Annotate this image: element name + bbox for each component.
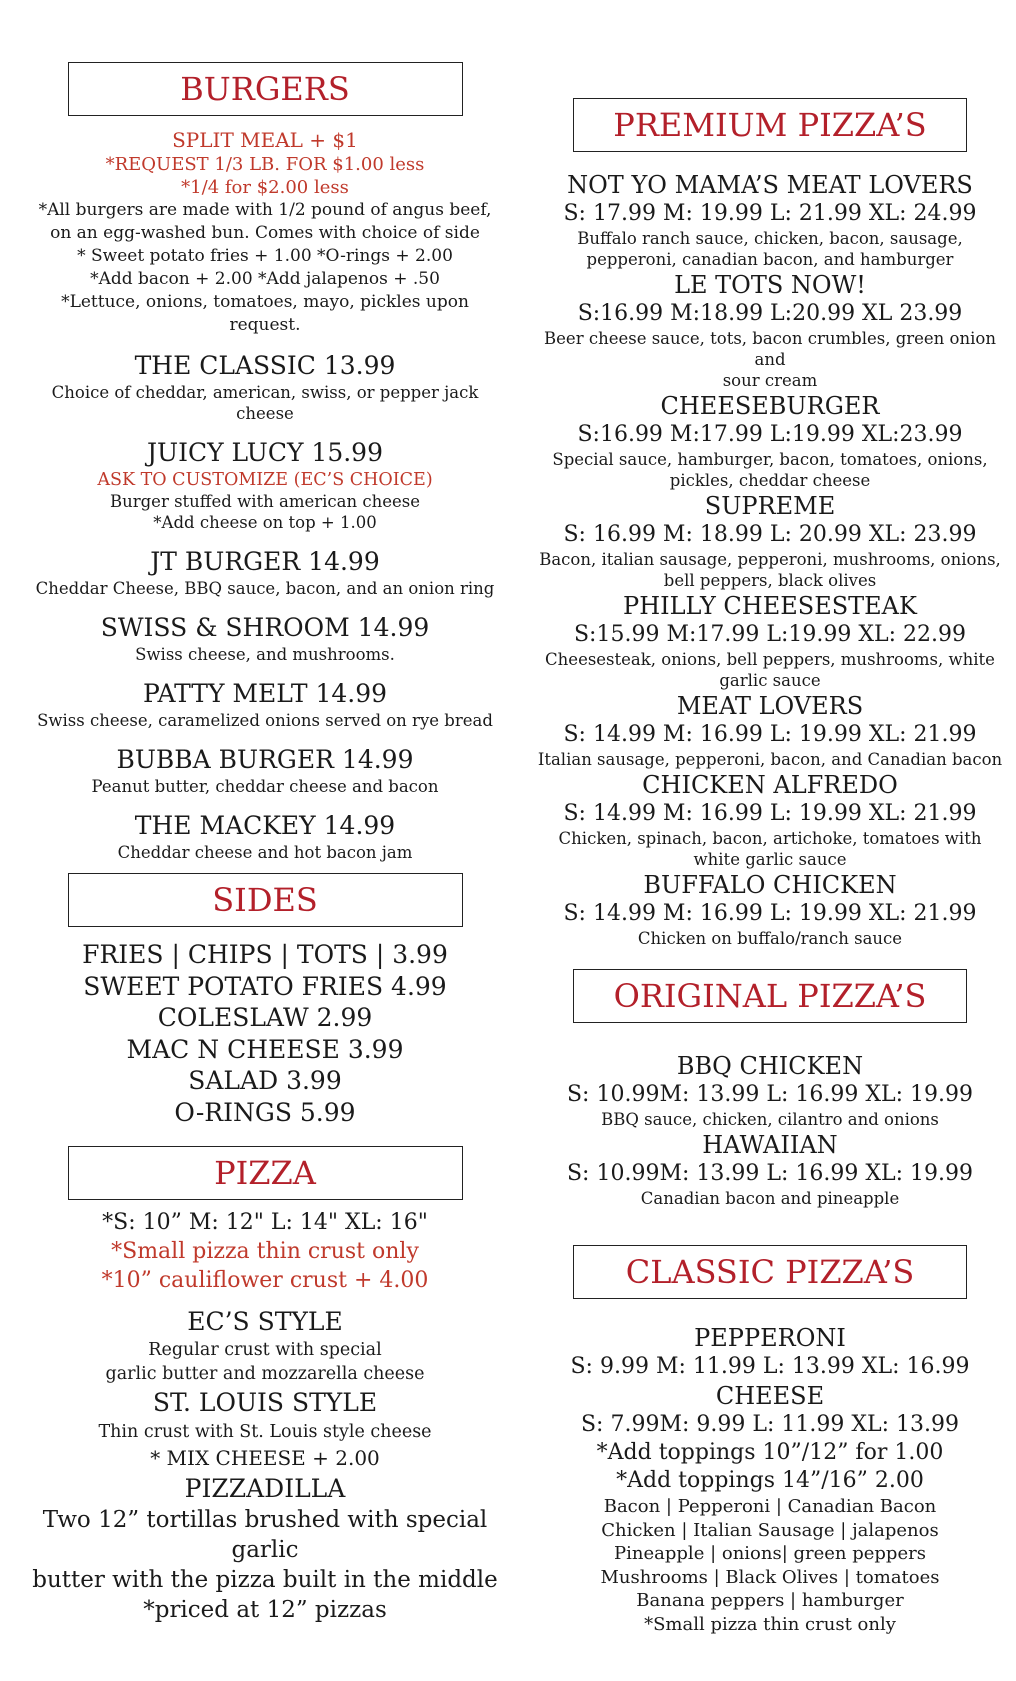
- mix-cheese: * MIX CHEESE + 2.00: [150, 1446, 380, 1470]
- item-price: S:16.99 M:17.99 L:19.99 XL:23.99: [577, 422, 963, 447]
- item-desc: pickles, cheddar cheese: [669, 471, 871, 490]
- item-desc: bell peppers, black olives: [663, 571, 877, 590]
- burger-item: [30, 349, 500, 424]
- item-title: SUPREME: [704, 492, 836, 520]
- pizza-item: [532, 391, 1008, 491]
- toppings-price-small: *Add toppings 10”/12” for 1.00: [596, 1440, 944, 1465]
- sides-header: SIDES: [68, 873, 463, 927]
- item-desc: Cheddar Cheese, BBQ sauce, bacon, and an onion ring: [35, 579, 495, 598]
- item-desc: *Add cheese on top + 1.00: [153, 513, 377, 532]
- burger-item: [30, 809, 500, 863]
- item-desc: Peanut butter, cheddar cheese and bacon: [91, 777, 439, 796]
- item-desc: Bacon, italian sausage, pepperoni, mushrooms, onions,: [539, 550, 1001, 569]
- pizza-item: [532, 270, 1008, 391]
- pizza-cauliflower-note: *10” cauliflower crust + 4.00: [101, 1268, 429, 1293]
- burger-note: *All burgers are made with 1/2 pound of angus beef,: [38, 200, 492, 220]
- item-title: CHEESE: [715, 1382, 825, 1410]
- burger-item: [30, 436, 500, 533]
- item-price: S: 16.99 M: 18.99 L: 20.99 XL: 23.99: [563, 522, 977, 547]
- item-desc: Thin crust with St. Louis style cheese: [98, 1422, 432, 1442]
- item-desc: Regular crust with special: [148, 1340, 382, 1360]
- premium-header: PREMIUM PIZZA’S: [573, 98, 967, 152]
- item-title: JUICY LUCY 15.99: [147, 438, 383, 467]
- burgers-notes: [30, 128, 500, 337]
- topping-line: Banana peppers | hamburger: [636, 1590, 904, 1611]
- item-desc: BBQ sauce, chicken, cilantro and onions: [601, 1110, 939, 1129]
- item-title: THE CLASSIC 13.99: [134, 351, 396, 380]
- topping-line: Chicken | Italian Sausage | jalapenos: [601, 1519, 939, 1541]
- item-title: PEPPERONI: [694, 1324, 846, 1352]
- item-title: HAWAIIAN: [702, 1131, 838, 1159]
- pizza-item: [532, 170, 1008, 270]
- burgers-header: BURGERS: [68, 62, 463, 116]
- item-title: BUFFALO CHICKEN: [643, 871, 897, 899]
- item-desc: butter with the pizza built in the middle: [32, 1567, 498, 1593]
- toppings-price-large: *Add toppings 14”/16” 2.00: [616, 1468, 924, 1493]
- item-desc: cheese: [236, 404, 294, 423]
- right-column: [532, 98, 1008, 1636]
- item-price: S: 9.99 M: 11.99 L: 13.99 XL: 16.99: [570, 1354, 970, 1379]
- pizza-item: [532, 591, 1008, 691]
- topping-line: Pineapple | onions| green peppers: [614, 1543, 926, 1564]
- burger-note: on an egg-washed bun. Comes with choice of side: [50, 223, 480, 243]
- side-item: FRIES | CHIPS | TOTS | 3.99: [82, 940, 448, 969]
- item-desc: Burger stuffed with american cheese: [109, 492, 420, 511]
- item-price: S: 14.99 M: 16.99 L: 19.99 XL: 21.99: [563, 901, 977, 926]
- item-desc: Cheesesteak, onions, bell peppers, mushrooms, white: [545, 650, 995, 669]
- item-desc: sour cream: [722, 371, 818, 390]
- item-desc: Choice of cheddar, american, swiss, or pepper jack: [51, 383, 479, 402]
- burger-item: [30, 545, 500, 599]
- item-desc: garlic butter and mozzarella cheese: [105, 1364, 425, 1384]
- side-item: COLESLAW 2.99: [157, 1003, 373, 1032]
- item-desc: Chicken on buffalo/ranch sauce: [637, 929, 903, 948]
- topping-line: Bacon | Pepperoni | Canadian Bacon: [603, 1496, 937, 1517]
- item-price: S: 14.99 M: 16.99 L: 19.99 XL: 21.99: [563, 722, 977, 747]
- side-item: MAC N CHEESE 3.99: [126, 1034, 404, 1064]
- original-list: [532, 1051, 1008, 1209]
- pizza-item: [532, 691, 1008, 770]
- item-desc: Two 12” tortillas brushed with special garlic: [42, 1507, 488, 1563]
- item-desc: Swiss cheese, caramelized onions served on rye bread: [37, 711, 493, 730]
- item-price: S: 10.99M: 13.99 L: 16.99 XL: 19.99: [566, 1082, 973, 1107]
- item-price: S:16.99 M:18.99 L:20.99 XL 23.99: [577, 301, 963, 326]
- burger-item: [30, 677, 500, 731]
- item-title: NOT YO MAMA’S MEAT LOVERS: [567, 171, 973, 199]
- item-price: S: 7.99M: 9.99 L: 11.99 XL: 13.99: [580, 1412, 960, 1437]
- item-title: PIZZADILLA: [184, 1474, 346, 1503]
- item-desc: Beer cheese sauce, tots, bacon crumbles, green onion and: [544, 329, 996, 369]
- sides-list: [30, 939, 500, 1128]
- item-desc: Cheddar cheese and hot bacon jam: [117, 843, 413, 862]
- item-title: THE MACKEY 14.99: [134, 811, 396, 840]
- item-title: PHILLY CHEESESTEAK: [623, 592, 917, 620]
- item-desc: Canadian bacon and pineapple: [640, 1189, 900, 1208]
- item-price: S:15.99 M:17.99 L:19.99 XL: 22.99: [573, 622, 967, 647]
- item-desc: Special sauce, hamburger, bacon, tomatoes, onions,: [552, 450, 988, 469]
- item-title: CHICKEN ALFREDO: [642, 771, 898, 799]
- request-quarter: *1/4 for $2.00 less: [181, 177, 349, 198]
- premium-list: [532, 170, 1008, 949]
- item-desc: Swiss cheese, and mushrooms.: [135, 645, 395, 664]
- burger-note: request.: [229, 315, 301, 335]
- classic-header: CLASSIC PIZZA’S: [573, 1245, 967, 1299]
- item-title: MEAT LOVERS: [676, 692, 864, 720]
- item-desc: pepperoni, canadian bacon, and hamburger: [586, 250, 954, 269]
- side-item: SALAD 3.99: [188, 1066, 342, 1095]
- pizza-item: [532, 491, 1008, 591]
- item-price: S: 10.99M: 13.99 L: 16.99 XL: 19.99: [566, 1161, 973, 1186]
- pizza-info: [30, 1208, 500, 1295]
- burger-note: *Lettuce, onions, tomatoes, mayo, pickles upon: [61, 292, 469, 312]
- side-item: O-RINGS 5.99: [174, 1097, 356, 1127]
- item-title: ST. LOUIS STYLE: [152, 1388, 378, 1417]
- pizza-item: [532, 770, 1008, 870]
- item-title: PATTY MELT 14.99: [142, 679, 388, 708]
- burger-item: [30, 743, 500, 797]
- topping-line: *Small pizza thin crust only: [644, 1613, 896, 1635]
- item-title: BUBBA BURGER 14.99: [116, 745, 414, 774]
- pizza-style: [30, 1305, 500, 1625]
- item-title: EC’S STYLE: [187, 1307, 343, 1336]
- item-title: CHEESEBURGER: [660, 392, 880, 420]
- item-title: LE TOTS NOW!: [674, 271, 866, 299]
- item-price: S: 17.99 M: 19.99 L: 21.99 XL: 24.99: [563, 201, 977, 226]
- item-desc: Buffalo ranch sauce, chicken, bacon, sausage,: [577, 229, 963, 248]
- pizza-sizes: *S: 10” M: 12" L: 14" XL: 16": [102, 1210, 428, 1235]
- original-header: ORIGINAL PIZZA’S: [573, 969, 967, 1023]
- pizza-item: [532, 1051, 1008, 1130]
- item-desc: white garlic sauce: [693, 850, 847, 869]
- split-meal: SPLIT MEAL + $1: [172, 128, 358, 152]
- item-desc: Chicken, spinach, bacon, artichoke, tomatoes with: [558, 829, 982, 848]
- pizza-item: [532, 1130, 1008, 1209]
- item-title: JT BURGER 14.99: [150, 547, 380, 576]
- item-price: S: 14.99 M: 16.99 L: 19.99 XL: 21.99: [563, 801, 977, 826]
- item-desc: Italian sausage, pepperoni, bacon, and Canadian bacon: [537, 750, 1003, 769]
- item-title: BBQ CHICKEN: [676, 1052, 864, 1080]
- pizza-item: [532, 870, 1008, 949]
- item-desc: *priced at 12” pizzas: [143, 1597, 387, 1623]
- side-item: SWEET POTATO FRIES 4.99: [83, 971, 447, 1001]
- burger-note: *Add bacon + 2.00 *Add jalapenos + .50: [90, 269, 440, 289]
- pizza-header: PIZZA: [68, 1146, 463, 1200]
- item-extra: ASK TO CUSTOMIZE (EC’S CHOICE): [97, 470, 433, 490]
- item-desc: garlic sauce: [719, 671, 821, 690]
- classic-list: [532, 1323, 1008, 1636]
- topping-line: Mushrooms | Black Olives | tomatoes: [600, 1566, 940, 1588]
- left-column: [30, 62, 500, 1625]
- pizza-thin-note: *Small pizza thin crust only: [111, 1239, 419, 1264]
- item-title: SWISS & SHROOM 14.99: [100, 613, 430, 642]
- burger-item: [30, 611, 500, 665]
- burger-note: * Sweet potato fries + 1.00 *O-rings + 2.00: [77, 246, 453, 266]
- request-third: *REQUEST 1/3 LB. FOR $1.00 less: [105, 154, 425, 175]
